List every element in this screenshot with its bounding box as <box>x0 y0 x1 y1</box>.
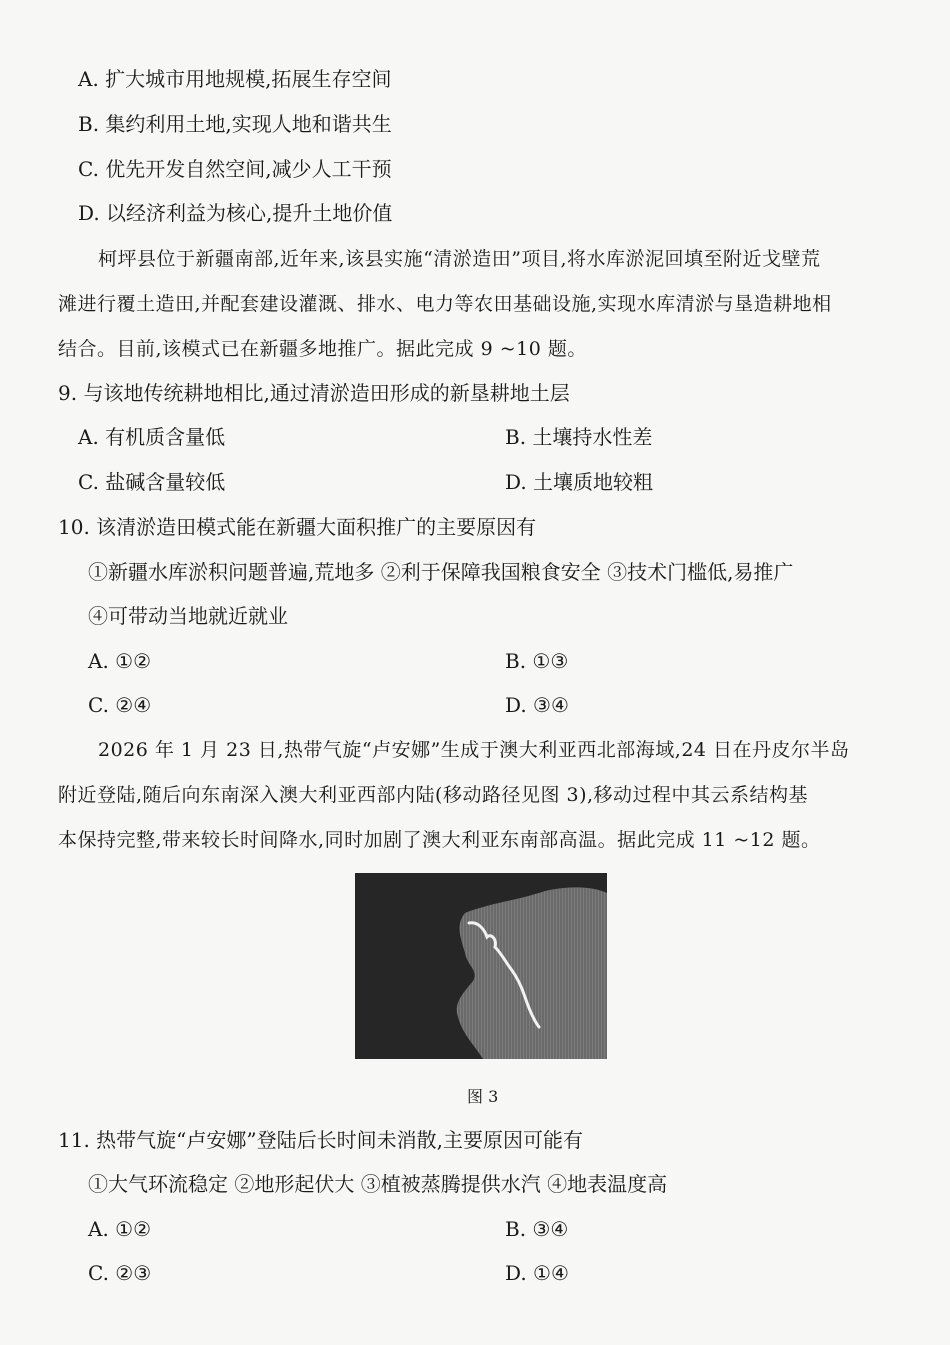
q11-stem: 11. 热带气旋“卢安娜”登陆后长时间未消散,主要原因可能有 <box>58 1128 583 1152</box>
passage1-line1: 柯坪县位于新疆南部,近年来,该县实施“清淤造田”项目,将水库淤泥回填至附近戈壁荒 <box>98 248 821 270</box>
q10-option-a: A. ①② <box>88 649 152 673</box>
passage1-line2: 滩进行覆土造田,并配套建设灌溉、排水、电力等农田基础设施,实现水库清淤与垦造耕地相 <box>58 293 832 315</box>
passage2-line1: 2026 年 1 月 23 日,热带气旋“卢安娜”生成于澳大利亚西北部海域,24 日在丹皮尔半岛 <box>98 739 850 761</box>
figure-3-satellite-map <box>355 873 607 1059</box>
figure-3-caption: 图 3 <box>467 1087 499 1106</box>
q11-option-d: D. ①④ <box>505 1261 569 1285</box>
q10-option-c: C. ②④ <box>88 693 152 717</box>
land-area <box>457 887 607 1059</box>
q10-statements-2: ④可带动当地就近就业 <box>88 604 288 628</box>
q11-option-b: B. ③④ <box>505 1217 569 1241</box>
q9-stem: 9. 与该地传统耕地相比,通过清淤造田形成的新垦耕地土层 <box>58 381 570 405</box>
q10-option-d: D. ③④ <box>505 693 569 717</box>
q10-stem: 10. 该清淤造田模式能在新疆大面积推广的主要原因有 <box>58 515 537 539</box>
q11-option-a: A. ①② <box>88 1217 152 1241</box>
q10-option-b: B. ①③ <box>505 649 569 673</box>
q11-statements: ①大气环流稳定 ②地形起伏大 ③植被蒸腾提供水汽 ④地表温度高 <box>88 1172 668 1196</box>
q11-option-c: C. ②③ <box>88 1261 152 1285</box>
q9-option-c: C. 盐碱含量较低 <box>78 470 226 494</box>
q8-option-c: C. 优先开发自然空间,减少人工干预 <box>78 157 392 181</box>
q8-option-d: D. 以经济利益为核心,提升土地价值 <box>78 201 393 225</box>
passage2-line2: 附近登陆,随后向东南深入澳大利亚西部内陆(移动路径见图 3),移动过程中其云系结构基 <box>58 784 809 806</box>
q8-option-b: B. 集约利用土地,实现人地和谐共生 <box>78 112 392 136</box>
q9-option-d: D. 土壤质地较粗 <box>505 470 654 494</box>
q8-option-a: A. 扩大城市用地规模,拓展生存空间 <box>78 67 392 91</box>
q9-option-b: B. 土壤持水性差 <box>505 425 653 449</box>
q10-statements-1: ①新疆水库淤积问题普遍,荒地多 ②利于保障我国粮食安全 ③技术门槛低,易推广 <box>88 560 794 584</box>
passage1-line3: 结合。目前,该模式已在新疆多地推广。据此完成 9 ~10 题。 <box>58 338 587 360</box>
q9-option-a: A. 有机质含量低 <box>78 425 226 449</box>
passage2-line3: 本保持完整,带来较长时间降水,同时加剧了澳大利亚东南部高温。据此完成 11 ~12 题。 <box>58 829 821 851</box>
